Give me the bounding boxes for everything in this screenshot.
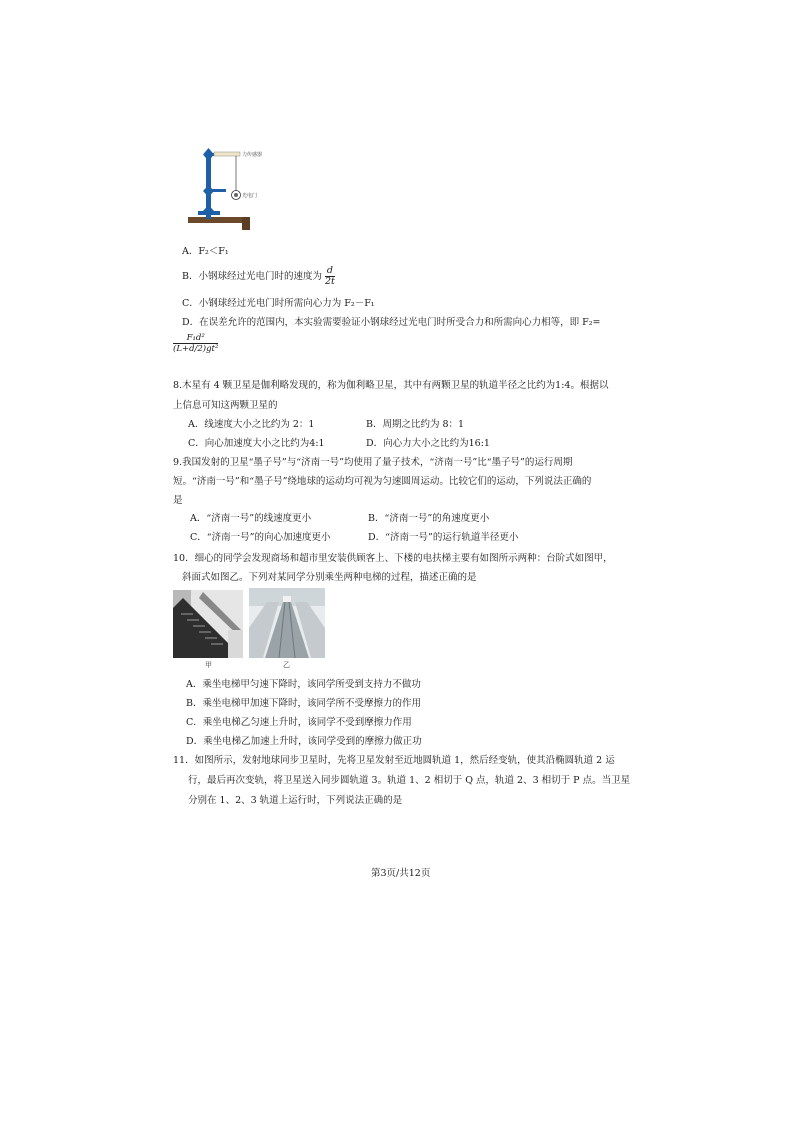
q7-option-a: A．F₂＜F₁ [182, 246, 229, 257]
q9-option-b: B．“济南一号”的角速度更小 [368, 513, 490, 524]
caption-jia: 甲 [205, 661, 212, 669]
q10-stem-line1: 10．细心的同学会发现商场和超市里安装供顾客上、下楼的电扶梯主要有如图所示两种：台阶式如图甲， [173, 553, 613, 564]
q8-option-a: A．线速度大小之比约为 2：1 [188, 419, 315, 430]
q7-option-b [182, 266, 335, 288]
q8-option-b: B．周期之比约为 8：1 [366, 419, 465, 430]
q7-option-d-numerator: F₁d² [173, 333, 218, 344]
q10-option-d: D．乘坐电梯乙加速上升时，该同学受到的摩擦力做正功 [186, 736, 422, 747]
q7-option-d-fraction [173, 333, 218, 354]
page-footer: 第3页/共12页 [371, 868, 431, 879]
q8-option-d: D．向心力大小之比约为16:1 [366, 438, 490, 449]
q7-option-b-fraction [325, 266, 335, 287]
apparatus-figure [184, 145, 280, 230]
q9-stem-line1: 9.我国发射的卫星“墨子号”与“济南一号”均使用了量子技术，“济南一号”比“墨子号”的运行周期 [173, 457, 573, 468]
walkway-photo-yi [249, 588, 325, 658]
q7-option-d-denominator: (L+d/2)gt² [173, 344, 219, 354]
q10-option-b: B．乘坐电梯甲加速下降时，该同学所不受摩擦力的作用 [186, 698, 421, 709]
q8-stem-line2: 上信息可知这两颗卫星的 [173, 400, 278, 411]
q11-stem-line3: 分别在 1、2、3 轨道上运行时，下列说法正确的是 [188, 795, 403, 806]
sensor-label: 力传感器 [242, 152, 263, 158]
q10-option-a: A．乘坐电梯甲匀速下降时，该同学所受到支持力不做功 [186, 679, 421, 690]
q7-option-b-text: B．小钢球经过光电门时的速度为 [182, 271, 322, 282]
q9-option-d: D．“济南一号”的运行轨道半径更小 [368, 532, 519, 543]
q9-stem-line3: 是 [173, 495, 183, 506]
caption-yi: 乙 [283, 661, 290, 669]
q7-option-d: D．在误差允许的范围内，本实验需要验证小钢球经过光电门时所受合力和所需向心力相等，即 F₂= [182, 317, 601, 328]
q11-stem-line2: 行，最后再次变轨，将卫星送入同步圆轨道 3。轨道 1、2 相切于 Q 点，轨道 2、3 相切于 P 点。当卫星 [188, 775, 631, 786]
q9-option-a: A．“济南一号”的线速度更小 [190, 513, 312, 524]
q9-option-c: C．“济南一号”的向心加速度更小 [190, 532, 331, 543]
q11-stem-line1: 11．如图所示，发射地球同步卫星时，先将卫星发射至近地圆轨道 1，然后经变轨，使其沿椭圆轨道 2 运 [173, 755, 615, 766]
q7-option-b-denominator: 2t [325, 276, 335, 287]
q10-stem-line2: 斜面式如图乙。下列对某同学分别乘坐两种电梯的过程，描述正确的是 [182, 572, 477, 583]
q9-stem-line2: 短。“济南一号”和“墨子号”绕地球的运动均可视为匀速圆周运动。比较它们的运动，下列说法正确的 [173, 476, 592, 487]
q10-option-c: C．乘坐电梯乙匀速上升时，该同学不受到摩擦力作用 [186, 717, 412, 728]
gate-label: 光电门 [242, 193, 258, 199]
escalator-steps-drawing [173, 590, 243, 658]
q8-option-c: C．向心加速度大小之比约为4:1 [188, 438, 325, 449]
q7-option-c: C．小钢球经过光电门时所需向心力为 F₂－F₁ [182, 298, 375, 309]
apparatus-drawing [184, 145, 280, 230]
escalator-photo-jia [173, 590, 243, 658]
q8-stem-line1: 8.木星有 4 颗卫星是伽利略发现的，称为伽利略卫星，其中有两颗卫星的轨道半径之比约为1:4。根据以 [173, 380, 609, 391]
q7-option-b-numerator: d [326, 265, 333, 276]
walkway-drawing [249, 588, 325, 658]
